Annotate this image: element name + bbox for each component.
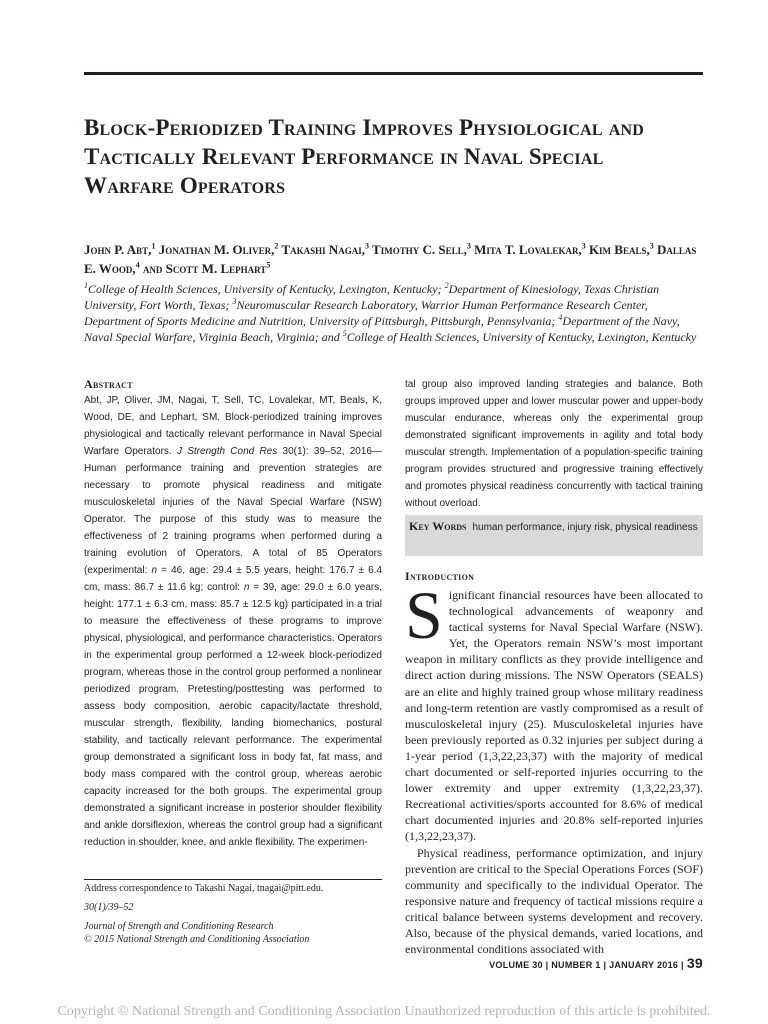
correspondence-note: Address correspondence to Takashi Nagai, tnagai@pitt.edu. (84, 883, 324, 894)
issue-info: VOLUME 30 | NUMBER 1 | JANUARY 2016 | (489, 960, 684, 970)
author: Kim Beals,$^3$ (588, 241, 654, 257)
author: and Scott M. Lephart$^5$ (142, 260, 271, 276)
author: John P. Abt,$^1$ (84, 241, 156, 257)
author-list (84, 240, 704, 278)
page-footer (400, 955, 703, 971)
volume-note: 30(1)/39–52 (84, 902, 134, 913)
page-number: 39 (686, 955, 703, 971)
keywords-box (405, 515, 703, 556)
abstract-text: Abt, JP, Oliver, JM, Nagai, T, Sell, TC, Lovalekar, MT, Beals, K, Wood, DE, and Lephart, SM. Block-periodized training improves physiological and tactically relevant performance in Naval Special Warfare Operators. J Strength Cond Res 30(1): 39–52, 2016—Human performance training and prevention strategies are necessary to promote physical readiness and mitigate musculoskeletal injuries of the Naval Special Warfare (NSW) Operator. The purpose of this study was to measure the effectiveness of 2 training programs when performed during a training evolution of Operators. A total of 85 Operators (experimental: n = 46, age: 29.4 ± 5.5 years, height: 176.7 ± 6.4 cm, mass: 86.7 ± 11.6 kg; control: n = 39, age: 29.0 ± 6.0 years, height: 177.1 ± 6.3 cm, mass: 85.7 ± 12.5 kg) participated in a trial to measure the effectiveness of these programs to improve physical, physiological, and performance characteristics. Operators in the experimental group performed a 12-week block-periodized program, whereas those in the control group performed a nonlinear periodized program. Pretesting/posttesting was performed to assess body composition, aerobic capacity/lactate threshold, muscular strength, flexibility, landing biomechanics, postural stability, and tactically relevant performance. The experimental group demonstrated a significant loss in body fat, fat mass, and body mass compared with the control group, whereas aerobic capacity increased for the both groups. The experimental group demonstrated a significant increase in posterior shoulder flexibility and ankle dorsiflexion, whereas the control group had a significant reduction in shoulder, knee, and ankle flexibility. The experimen- (84, 395, 383, 848)
footnote-rule (84, 879, 382, 880)
drop-cap: S (405, 577, 443, 653)
footnotes (84, 882, 382, 946)
abstract-heading: Abstract (84, 377, 133, 391)
keywords-text: human performance, injury risk, physical readiness (472, 522, 698, 533)
author: Mita T. Lovalekar,$^3$ (474, 241, 586, 257)
header-rule (84, 72, 703, 75)
author: Dallas E. Wood,$^4$ (84, 242, 697, 276)
introduction-text: Significant financial resources have been allocated to technological advancements of weaponry and tactical systems for Naval Special Warfare (NSW). Yet, the Operators remain NSW’s most important weapon in military conflicts as they provide intelligence and direct action during missions. The NSW Operators (SEALS) are an elite and highly trained group whose military readiness and long-term retention are vastly compromised as a result of musculoskeletal injury (25). Musculoskeletal injuries have been previously reported as 0.32 injuries per subject during a 1-year period (1,3,22,23,37) with the majority of medical chart documented or self-reported injuries occurring to the lower extremity and upper extremity (1,3,22,23,37). Recreational activities/sports accounted for 8.6% of medical chart documented injuries and 20.8% self-reported injuries (1,3,22,23,37). Physical readiness, performance optimization, and injury prevention are critical to the Special Operations Forces (SOF) community and specifically to the individual Operator. The responsive nature and frequency of tactical missions require a critical balance between systems development and recovery. Also, because of the physical demands, varied locations, and environmental conditions associated with (405, 577, 703, 957)
author: Timothy C. Sell,$^3$ (372, 241, 471, 257)
author: Takashi Nagai,$^3$ (281, 241, 370, 257)
abstract-continuation: tal group also improved landing strategies and balance. Both groups improved upper and lower muscular power and upper-body muscular endurance, whereas only the experimental group demonstrated significant improvements in agility and total body muscular strength. Implementation of a population-specific training program provides structured and progressive training effectively and promotes physical readiness concurrently with tactical training without overload. (405, 379, 703, 509)
affiliations: $^1$College of Health Sciences, University of Kentucky, Lexington, Kentucky; $^2$Department of Kinesiology, Texas Christian University, Fort Worth, Texas; $^3$Neuromuscular Research Laboratory, Warrior Human Performance Research Center, Department of Sports Medicine and Nutrition, University of Pittsburgh, Pittsburgh, Pennsylvania; $^4$Department of the Navy, Naval Special Warfare, Virginia Beach, Virginia; and $^5$College of Health Sciences, University of Kentucky, Lexington, Kentucky (84, 281, 697, 344)
journal-note: Journal of Strength and Conditioning Research (84, 921, 274, 932)
copyright-watermark: Copyright © National Strength and Conditioning Association Unauthorized reproduction of this article is prohibited. (57, 1004, 711, 1019)
author: Jonathan M. Oliver,$^2$ (158, 241, 279, 257)
introduction-heading: Introduction (405, 569, 475, 583)
keywords-label: Key Words (409, 519, 467, 533)
copyright-note: © 2015 National Strength and Conditioning Association (84, 934, 310, 945)
article-title: Block-Periodized Training Improves Physiological and Tactically Relevant Performance in Naval Special Warfare Operators (84, 115, 644, 198)
